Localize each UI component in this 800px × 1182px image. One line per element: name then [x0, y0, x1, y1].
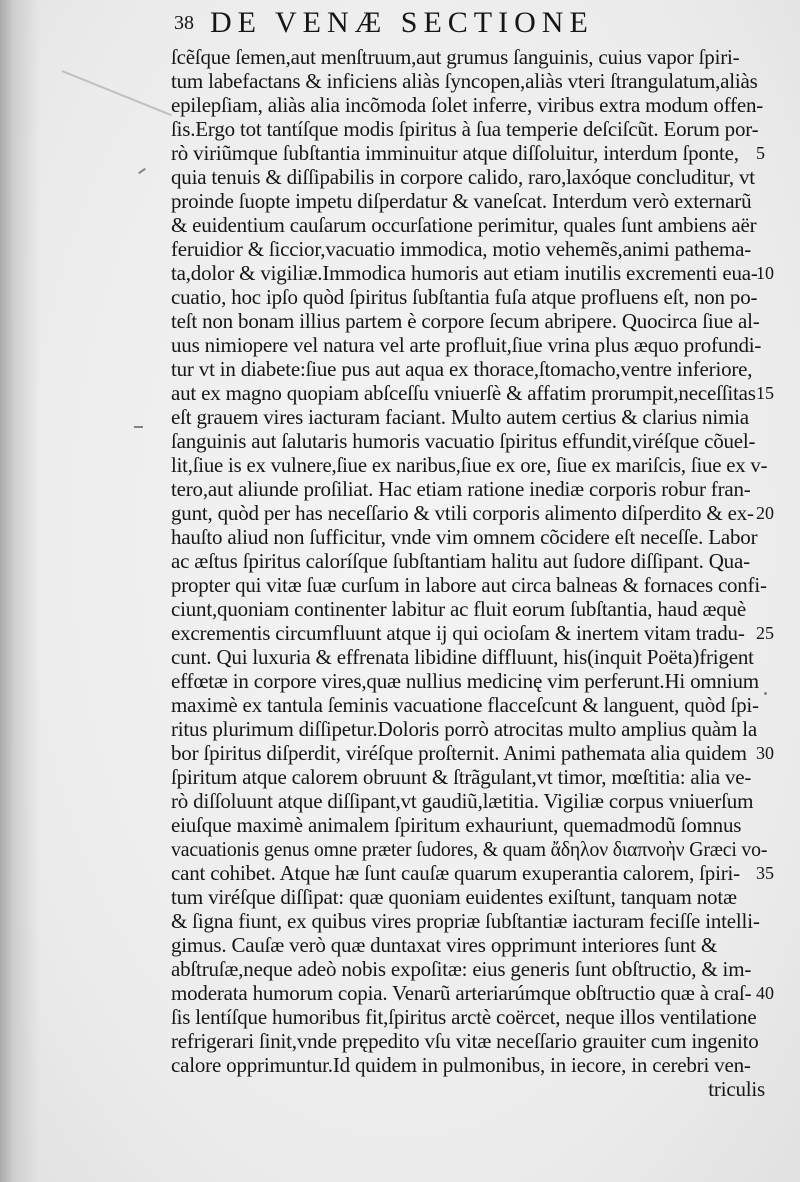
text-line: rò viriũmque ſubſtantia imminuitur atque diſſoluitur, interdum ſponte,	[171, 141, 739, 165]
line-number: 40	[756, 983, 774, 1003]
text-line: quia tenuis & diſſipabilis in corpore calido, raro,laxóque concluditur, vt	[171, 165, 755, 189]
line-number: 5	[756, 143, 765, 163]
text-line: tur vt in diabete:ſiue pus aut aqua ex thorace,ſtomacho,ventre inferiore,	[171, 357, 753, 381]
text-line: ciunt,quoniam continenter labitur ac fluit eorum ſubſtantia, haud æquè	[171, 597, 747, 621]
page-number: 38	[174, 12, 194, 34]
line-number: 30	[756, 743, 774, 763]
text-line: excrementis circumfluunt atque ij qui ocioſam & inertem vitam tradu-	[171, 621, 745, 645]
text-line: cuatio, hoc ipſo quòd ſpiritus ſubſtantia fuſa atque profluens eſt, non po-	[171, 285, 758, 309]
text-line: gunt, quòd per has neceſſario & vtili corporis alimento diſperdito & ex-	[171, 501, 754, 525]
text-line: vacuationis genus omne præter ſudores, & quam ἄδηλον διαπνοὴν Græci vo-	[171, 837, 768, 861]
text-line: rò diſſoluunt atque diſſipant,vt gaudiũ,lætitia. Vigiliæ corpus vniuerſum	[171, 789, 754, 813]
text-line: tum viréſque diſſipat: quæ quoniam euidentes exiſtunt, tanquam notæ	[171, 885, 737, 909]
text-line: eſt grauem vires iacturam faciant. Multo autem certius & clarius nimia	[171, 405, 749, 429]
text-line: feruidior & ſiccior,vacuatio immodica, motio vehemẽs,animi pathema-	[171, 237, 751, 261]
running-title: DE VENÆ SECTIONE	[210, 6, 594, 39]
text-line: uus nimiopere vel natura vel arte profluit,ſiue vrina plus æquo profundi-	[171, 333, 762, 357]
margin-stain	[138, 168, 146, 174]
text-line: effœtæ in corpore vires,quæ nullius medicinę vim perferunt.Hi omnium	[171, 669, 759, 693]
line-number: 25	[756, 623, 774, 643]
text-line: proinde ſuopte impetu diſperdatur & vaneſcat. Interdum verò externarũ	[171, 189, 752, 213]
margin-stain	[134, 426, 143, 428]
text-line: moderata humorum copia. Venarũ arteriarúmque obſtructio quæ à craſ-	[171, 981, 752, 1005]
text-line: cunt. Qui luxuria & effrenata libidine diffluunt, his(inquit Poëta)frigent	[171, 645, 754, 669]
text-line: aut ex magno quopiam abſceſſu vniuerſè & affatim prorumpit,neceſſitas	[171, 381, 756, 405]
running-head	[174, 6, 654, 42]
text-line: ſpiritum atque calorem obruunt & ſtrãgulant,vt timor, mœſtitia: alia ve-	[171, 765, 752, 789]
line-number: 10	[756, 263, 774, 283]
line-number: 20	[756, 503, 774, 523]
text-line: ritus plurimum diſſipetur.Doloris porrò atrocitas multo amplius quàm la	[171, 717, 757, 741]
catchword: triculis	[708, 1077, 765, 1101]
text-line: ſis lentíſque humoribus fit,ſpiritus arctè coërcet, neque illos ventilatione	[171, 1005, 757, 1029]
line-number: 35	[756, 863, 774, 883]
text-line: maximè ex tantula ſeminis vacuatione flacceſcunt & languent, quòd ſpi-	[171, 693, 759, 717]
text-line: hauſto aliud non ſufficitur, vnde vim omnem cõcidere eſt neceſſe. Labor	[171, 525, 758, 549]
text-line: bor ſpiritus diſperdit, viréſque proſternit. Animi pathemata alia quidem	[171, 741, 747, 765]
gutter-shadow	[0, 0, 40, 1182]
margin-stain	[764, 692, 767, 695]
text-line: propter qui vitæ ſuæ curſum in labore aut circa balneas & fornaces confi-	[171, 573, 767, 597]
text-line: tum labefactans & inficiens aliàs ſyncopen,aliàs vteri ſtrangulatum,aliàs	[171, 69, 758, 93]
text-line: gimus. Cauſæ verò quæ duntaxat vires opprimunt interiores ſunt &	[171, 933, 717, 957]
text-line: ac æſtus ſpiritus caloríſque ſubſtantiam halitu aut ſudore diſſipant. Qua-	[171, 549, 750, 573]
text-line: calore opprimuntur.Id quidem in pulmonibus, in iecore, in cerebri ven-	[171, 1053, 751, 1077]
text-line: & ſigna fiunt, ex quibus vires propriæ ſubſtantiæ iacturam feciſſe intelli-	[171, 909, 760, 933]
text-line: tero,aut aliunde proſiliat. Hac etiam ratione inediæ corporis robur fran-	[171, 477, 751, 501]
text-line: teſt non bonam illius partem è corpore ſecum abripere. Quocirca ſiue al-	[171, 309, 760, 333]
text-line: refrigerari ſinit,vnde prępedito vſu vitæ neceſſario grauiter cum ingenito	[171, 1029, 759, 1053]
text-line: lit,ſiue is ex vulnere,ſiue ex naribus,ſiue ex ore, ſiue ex mariſcis, ſiue ex v-	[171, 453, 768, 477]
text-line: ſis.Ergo tot tantíſque modis ſpiritus à ſua temperie deſciſcũt. Eorum por-	[171, 117, 759, 141]
text-line: ſcẽſque ſemen,aut menſtruum,aut grumus ſanguinis, cuius vapor ſpiri-	[171, 45, 740, 69]
text-line: & euidentium cauſarum occurſatione perimitur, quales ſunt ambiens aër	[171, 213, 757, 237]
text-line: abſtruſæ,neque adeò nobis expoſitæ: eius generis ſunt obſtructio, & im-	[171, 957, 752, 981]
text-line: eiuſque maximè animalem ſpiritum exhauriunt, quemadmodũ ſomnus	[171, 813, 742, 837]
paper-crease	[62, 70, 172, 116]
line-number: 15	[756, 383, 774, 403]
text-line: ſanguinis aut ſalutaris humoris vacuatio ſpiritus effundit,viréſque cõuel-	[171, 429, 756, 453]
text-line: epilepſiam, aliàs alia incõmoda ſolet inferre, viribus extra modum offen-	[171, 93, 764, 117]
text-line: ta,dolor & vigiliæ.Immodica humoris aut etiam inutilis excrementi eua-	[171, 261, 758, 285]
text-line: cant cohibet. Atque hæ ſunt cauſæ quarum exuperantia calorem, ſpiri-	[171, 861, 740, 885]
